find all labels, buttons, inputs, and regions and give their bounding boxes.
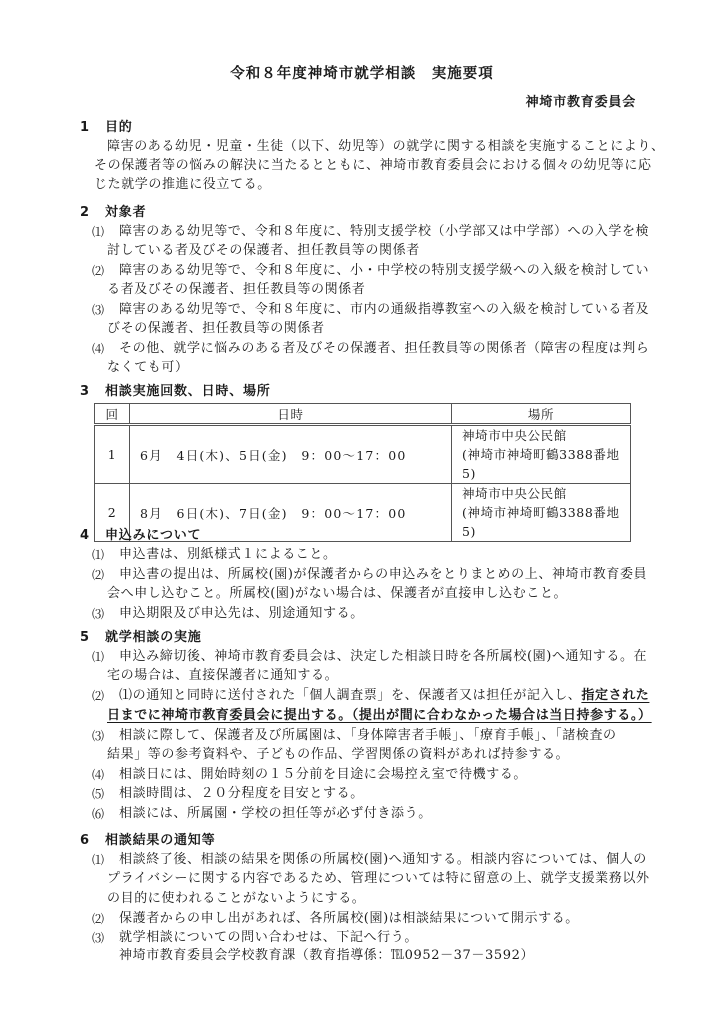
item-marker: ⑶ <box>92 607 105 621</box>
list-item <box>107 708 652 724</box>
list-item: 宅の場合は、直接保護者に通知する。 <box>107 668 339 683</box>
list-item: 障害のある幼児等で、令和８年度に、市内の通級指導教室への入級を検討している者及 <box>119 302 650 317</box>
item-text: ⑴の通知と同時に送付された「個人調査票」を、保護者又は担任が記入し、 <box>119 688 582 703</box>
section-4-number: 4 <box>80 528 90 543</box>
list-item: 会へ申し込むこと。所属校(園)がない場合は、保護者が直接申し込むこと。 <box>107 586 568 601</box>
list-item: なくても可） <box>107 360 189 375</box>
list-item <box>119 688 649 704</box>
list-item: 障害のある幼児等で、令和８年度に、特別支援学校（小学部又は中学部）への入学を検 <box>119 224 650 239</box>
section-1-text: その保護者等の悩みの解決に当たるとともに、神埼市教育委員会における個々の幼児等に応 <box>94 158 652 173</box>
contact-info: 神埼市教育委員会学校教育課（教育指導係：℡0952－37－3592） <box>119 948 535 963</box>
list-item: 申込書は、別紙様式１によること。 <box>119 547 337 562</box>
item-marker: ⑴ <box>92 548 105 562</box>
col-header-datetime: 日時 <box>130 404 452 425</box>
item-marker: ⑶ <box>92 729 105 743</box>
section-4-heading: 申込みについて <box>105 528 202 543</box>
item-marker: ⑴ <box>92 650 105 664</box>
section-1-text: じた就学の推進に役立てる。 <box>94 177 271 192</box>
section-5-heading: 就学相談の実施 <box>105 630 202 645</box>
item-marker: ⑵ <box>92 912 105 926</box>
list-item: その他、就学に悩みのある者及びその保護者、担任教員等の関係者（障害の程度は判ら <box>119 341 650 356</box>
list-item: びその保護者、担任教員等の関係者 <box>107 321 325 336</box>
section-3-number: 3 <box>80 384 90 399</box>
section-3-heading: 相談実施回数、日時、場所 <box>105 384 271 399</box>
item-marker: ⑵ <box>92 689 105 703</box>
list-item: の目的に使われることがないようにする。 <box>107 891 366 906</box>
item-marker: ⑴ <box>92 225 105 239</box>
table-header-row <box>95 404 631 425</box>
list-item: プライバシーに関する内容であるため、管理については特に留意の上、就学支援業務以外 <box>107 871 650 886</box>
list-item: 申込み締切後、神埼市教育委員会は、決定した相談日時を各所属校(園)へ通知する。在 <box>119 649 648 664</box>
emphasized-deadline: 指定された <box>581 688 650 703</box>
section-2-number: 2 <box>80 205 90 220</box>
item-marker: ⑴ <box>92 853 105 867</box>
round-number: 1 <box>95 425 130 484</box>
section-6-number: 6 <box>80 833 90 848</box>
place-address: (神埼市神埼町鶴3388番地5) <box>462 447 620 481</box>
page-title: 令和８年度神埼市就学相談 実施要項 <box>230 66 494 82</box>
place-name: 神埼市中央公民館 <box>462 428 567 443</box>
item-marker: ⑹ <box>92 807 105 821</box>
place-name: 神埼市中央公民館 <box>462 486 567 501</box>
table-row <box>95 425 631 484</box>
issuer: 神埼市教育委員会 <box>525 95 636 110</box>
list-item: 相談日には、開始時刻の１５分前を目途に会場控え室で待機する。 <box>119 767 528 782</box>
item-marker: ⑶ <box>92 931 105 945</box>
place-cell <box>452 425 631 484</box>
section-1-text: 障害のある幼児・児童・生徒（以下、幼児等）の就学に関する相談を実施することにより、 <box>107 139 665 154</box>
item-marker: ⑶ <box>92 303 105 317</box>
section-1-heading: 目的 <box>105 120 133 135</box>
list-item: 障害のある幼児等で、令和８年度に、小・中学校の特別支援学級への入級を検討してい <box>119 263 650 278</box>
list-item: 申込期限及び申込先は、別途通知する。 <box>119 606 364 621</box>
section-6-heading: 相談結果の通知等 <box>105 833 216 848</box>
datetime-cell: 6月 4日(木)、5日(金) 9：00～17：00 <box>130 425 452 484</box>
col-header-place: 場所 <box>452 404 631 425</box>
section-5-number: 5 <box>80 630 90 645</box>
item-marker: ⑵ <box>92 264 105 278</box>
place-cell <box>452 484 631 542</box>
datetime-cell: 8月 6日(木)、7日(金) 9：00～17：00 <box>130 484 452 542</box>
list-item: 討している者及びその保護者、担任教員等の関係者 <box>107 243 420 258</box>
list-item: 相談終了後、相談の結果を関係の所属校(園)へ通知する。相談内容については、個人の <box>119 852 647 867</box>
list-item: 相談には、所属園・学校の担任等が必ず付き添う。 <box>119 806 432 821</box>
list-item: 保護者からの申し出があれば、各所属校(園)は相談結果について開示する。 <box>119 911 579 926</box>
item-marker: ⑸ <box>92 787 105 801</box>
col-header-round: 回 <box>95 404 130 425</box>
item-marker: ⑷ <box>92 342 105 356</box>
list-item: 相談に際して、保護者及び所属園は、「身体障害者手帳」、「療育手帳」、「諸検査の <box>119 728 617 743</box>
list-item: 申込書の提出は、所属校(園)が保護者からの申込みをとりまとめの上、神埼市教育委員 <box>119 567 648 582</box>
list-item: る者及びその保護者、担任教員等の関係者 <box>107 282 366 297</box>
item-marker: ⑷ <box>92 768 105 782</box>
item-marker: ⑵ <box>92 568 105 582</box>
schedule-table <box>94 403 631 542</box>
section-1-number: 1 <box>80 120 90 135</box>
place-address: (神埼市神埼町鶴3388番地5) <box>462 505 620 539</box>
section-2-heading: 対象者 <box>105 205 147 220</box>
list-item: 結果」等の参考資料や、子どもの作品、学習関係の資料があれば持参する。 <box>107 747 570 762</box>
list-item: 相談時間は、２０分程度を目安とする。 <box>119 786 364 801</box>
list-item: 就学相談についての問い合わせは、下記へ行う。 <box>119 930 418 945</box>
round-number: 2 <box>95 484 130 542</box>
emphasized-deadline: 日までに神埼市教育委員会に提出する。（提出が間に合わなかった場合は当日持参する。） <box>107 708 652 723</box>
